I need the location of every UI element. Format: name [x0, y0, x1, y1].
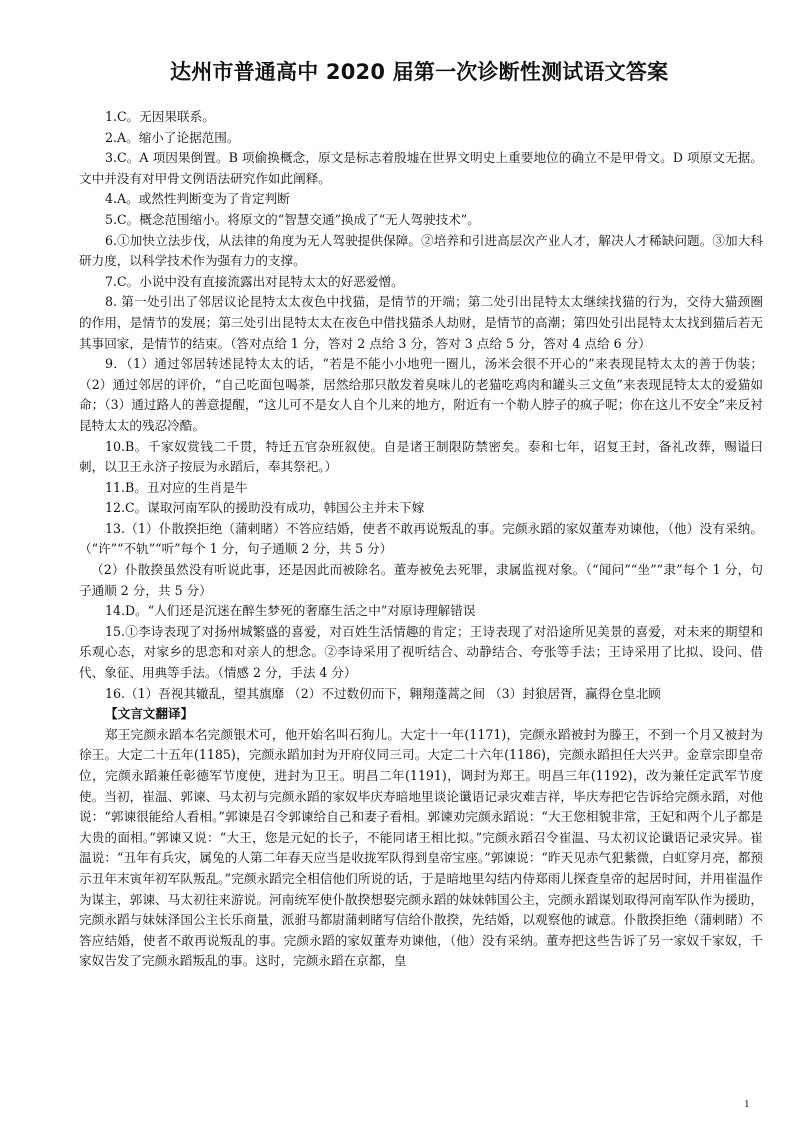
document-title: 达州市普通高中 2020 届第一次诊断性测试语文答案	[170, 60, 669, 84]
answer-3: 3.C。A 项因果倒置。B 项偷换概念，原文是标志着殷墟在世界文明史上重要地位的确立不是甲骨文。D 项原文无据。文中并没有对甲骨文例语法研究作如此阐释。	[79, 150, 763, 186]
answer-4: 4.A。或然性判断变为了肯定判断	[105, 191, 290, 207]
answer-15: 15.①李诗表现了对扬州城繁盛的喜爱，对百姓生活情趣的肯定；王诗表现了对沿途所见美景的喜爱，对未来的期望和乐观心态，对家乡的思恋和对亲人的想念。②李诗采用了视听结合、动静结合、夸张等手法；王诗采用了比拟、设问、借代、象征、用典等手法。（情感 2 分，手法 4 分）	[79, 623, 763, 681]
answer-1: 1.C。无因果联系。	[105, 109, 215, 124]
answer-12: 12.C。谋取河南军队的援助没有成功，韩国公主并未下嫁	[105, 500, 425, 516]
page-number: 1	[744, 1098, 750, 1110]
answer-13-2: （2）仆散揆虽然没有听说此事，还是因此而被除名。董寿被免去死罪，隶属监视对象。（“闻问”“坐”“隶”每个 1 分，句子通顺 2 分，共 5 分）	[79, 562, 763, 598]
answer-10: 10.B。千家奴赏钱二千贯，特迁五官杂班叙使。自是诸王制限防禁密矣。泰和七年，诏复王封，备礼改葬，赐谥曰刺，以卫王永济子按辰为永蹈后，奉其祭祀。）	[79, 438, 763, 475]
answer-13-1: 13.（1）仆散揆拒绝（蒲剌睹）不答应结婚，使者不敢再说叛乱的事。完颜永蹈的家奴董寿劝谏他，（他）没有采纳。（“许”“不轨”“听”每个 1 分，句子通顺 2 分，共 5 分）	[79, 520, 763, 557]
answer-9: 9．（1）通过邻居转述昆特太太的话，“若是不能小小地兜一圈儿，汤米会很不开心的”来表现昆特太太的善于伪装；（2）通过邻居的评价，“自己吃面包喝茶，居然给那只散发着臭味儿的老猫吃鸡肉和罐头三文鱼”来表现昆特太太的爱猫如命；（3）通过路人的善意提醒，“这儿可不是女人自个儿来的地方，附近有一个勒人脖子的疯子呢；你在这儿不安全”来反衬昆特太太的残忍冷酷。	[79, 356, 763, 433]
answer-8: 8. 第一处引出了邻居议论昆特太太夜色中找猫，是情节的开端；第二处引出昆特太太继续找猫的行为，交待大猫颈圈的作用，是情节的发展；第三处引出昆特太太在夜色中借找猫杀人劫财，是情节的高潮；第四处引出昆特太太找到猫后若无其事回家，是情节的结束。（答对点给 1 分，答对 2 点给 3 分，答对 3 点给 5 分，答对 4 点给 6 分）	[79, 294, 763, 351]
answer-11: 11.B。丑对应的生肖是牛	[105, 479, 248, 495]
translation-paragraph: 郑王完颜永蹈本名完颜银术可，他开始名叫石狗儿。大定十一年(1171)，完颜永蹈被封为滕王，不到一个月又被封为徐王。大定二十五年(1185)，完颜永蹈加封为开府仪同三司。大定二十六年(1186)，完颜永蹈担任大兴尹。金章宗即皇帝位，完颜永蹈兼任彰德军节度使，进封为卫王。明昌二年(1191)，调封为郑王。明昌三年(1192)，改为兼任定武军节度使。当初，崔温、郭谏、马太初与完颜永蹈的家奴毕庆寿暗地里谈论谶语记录灾难吉祥，毕庆寿把它告诉给完颜永蹈，对他说：“郭谏很能给人看相。”郭谏是召令郭谏给自己和妻子看相。郭谏劝完颜永蹈说：“大王您相貌非常，王妃和两个儿子都是大贵的面相。”郭谏又说：“大王，您是元妃的长子，不能同诸王相比拟。”完颜永蹈召令崔温、马太初议论谶语记录灾异。崔温说：“丑年有兵灾，属兔的人第二年春天应当是收拢军队得到皇帝宝座。”郭谏说：“昨天见赤气犯紫微，白虹穿月亮，都预示丑年末寅年初军队叛乱。”完颜永蹈完全相信他们所说的话，于是暗地里勾结内侍郑雨儿探查皇帝的起居时间，并用崔温作为谋主，郭谏、马太初往来游说。河南统军使仆散揆想娶完颜永蹈的妹妹韩国公主，完颜永蹈谋划取得河南军队作为援助，完颜永蹈与妹妹泽国公主长乐商量，派驸马都尉蒲剌睹写信给仆散揆，先结婚，以观察他的诚意。仆散揆拒绝（蒲剌睹）不答应结婚，使者不敢再说叛乱的事。完颜永蹈的家奴董寿劝谏他，（他）没有采纳。董寿把这些告诉了另一家奴千家奴，千家奴告发了完颜永蹈叛乱的事。这时，完颜永蹈在京都，皇	[79, 726, 763, 969]
answer-16: 16.（1）吾视其辙乱，望其旗靡 （2）不过数仞而下，翱翔蓬蒿之间 （3）封狼居胥，赢得仓皇北顾	[105, 685, 661, 701]
answer-2: 2.A。缩小了论据范围。	[105, 129, 240, 145]
answer-7: 7.C。小说中没有直接流露出对昆特太太的好恶爱憎。	[105, 273, 404, 289]
answer-14: 14.D。“人们还是沉迷在醉生梦死的奢靡生活之中”对原诗理解错误	[105, 603, 476, 619]
answer-6: 6.①加快立法步伐，从法律的角度为无人驾驶提供保障。②培养和引进高层次产业人才，解决人才稀缺问题。③加大科研力度，以科学技术作为强有力的支撑。	[79, 232, 763, 269]
answer-body	[79, 107, 763, 972]
translation-heading: 【文言文翻译】	[105, 706, 194, 722]
answer-5: 5.C。概念范围缩小。将原文的“智慧交通”换成了“无人驾驶技术”。	[105, 211, 480, 227]
